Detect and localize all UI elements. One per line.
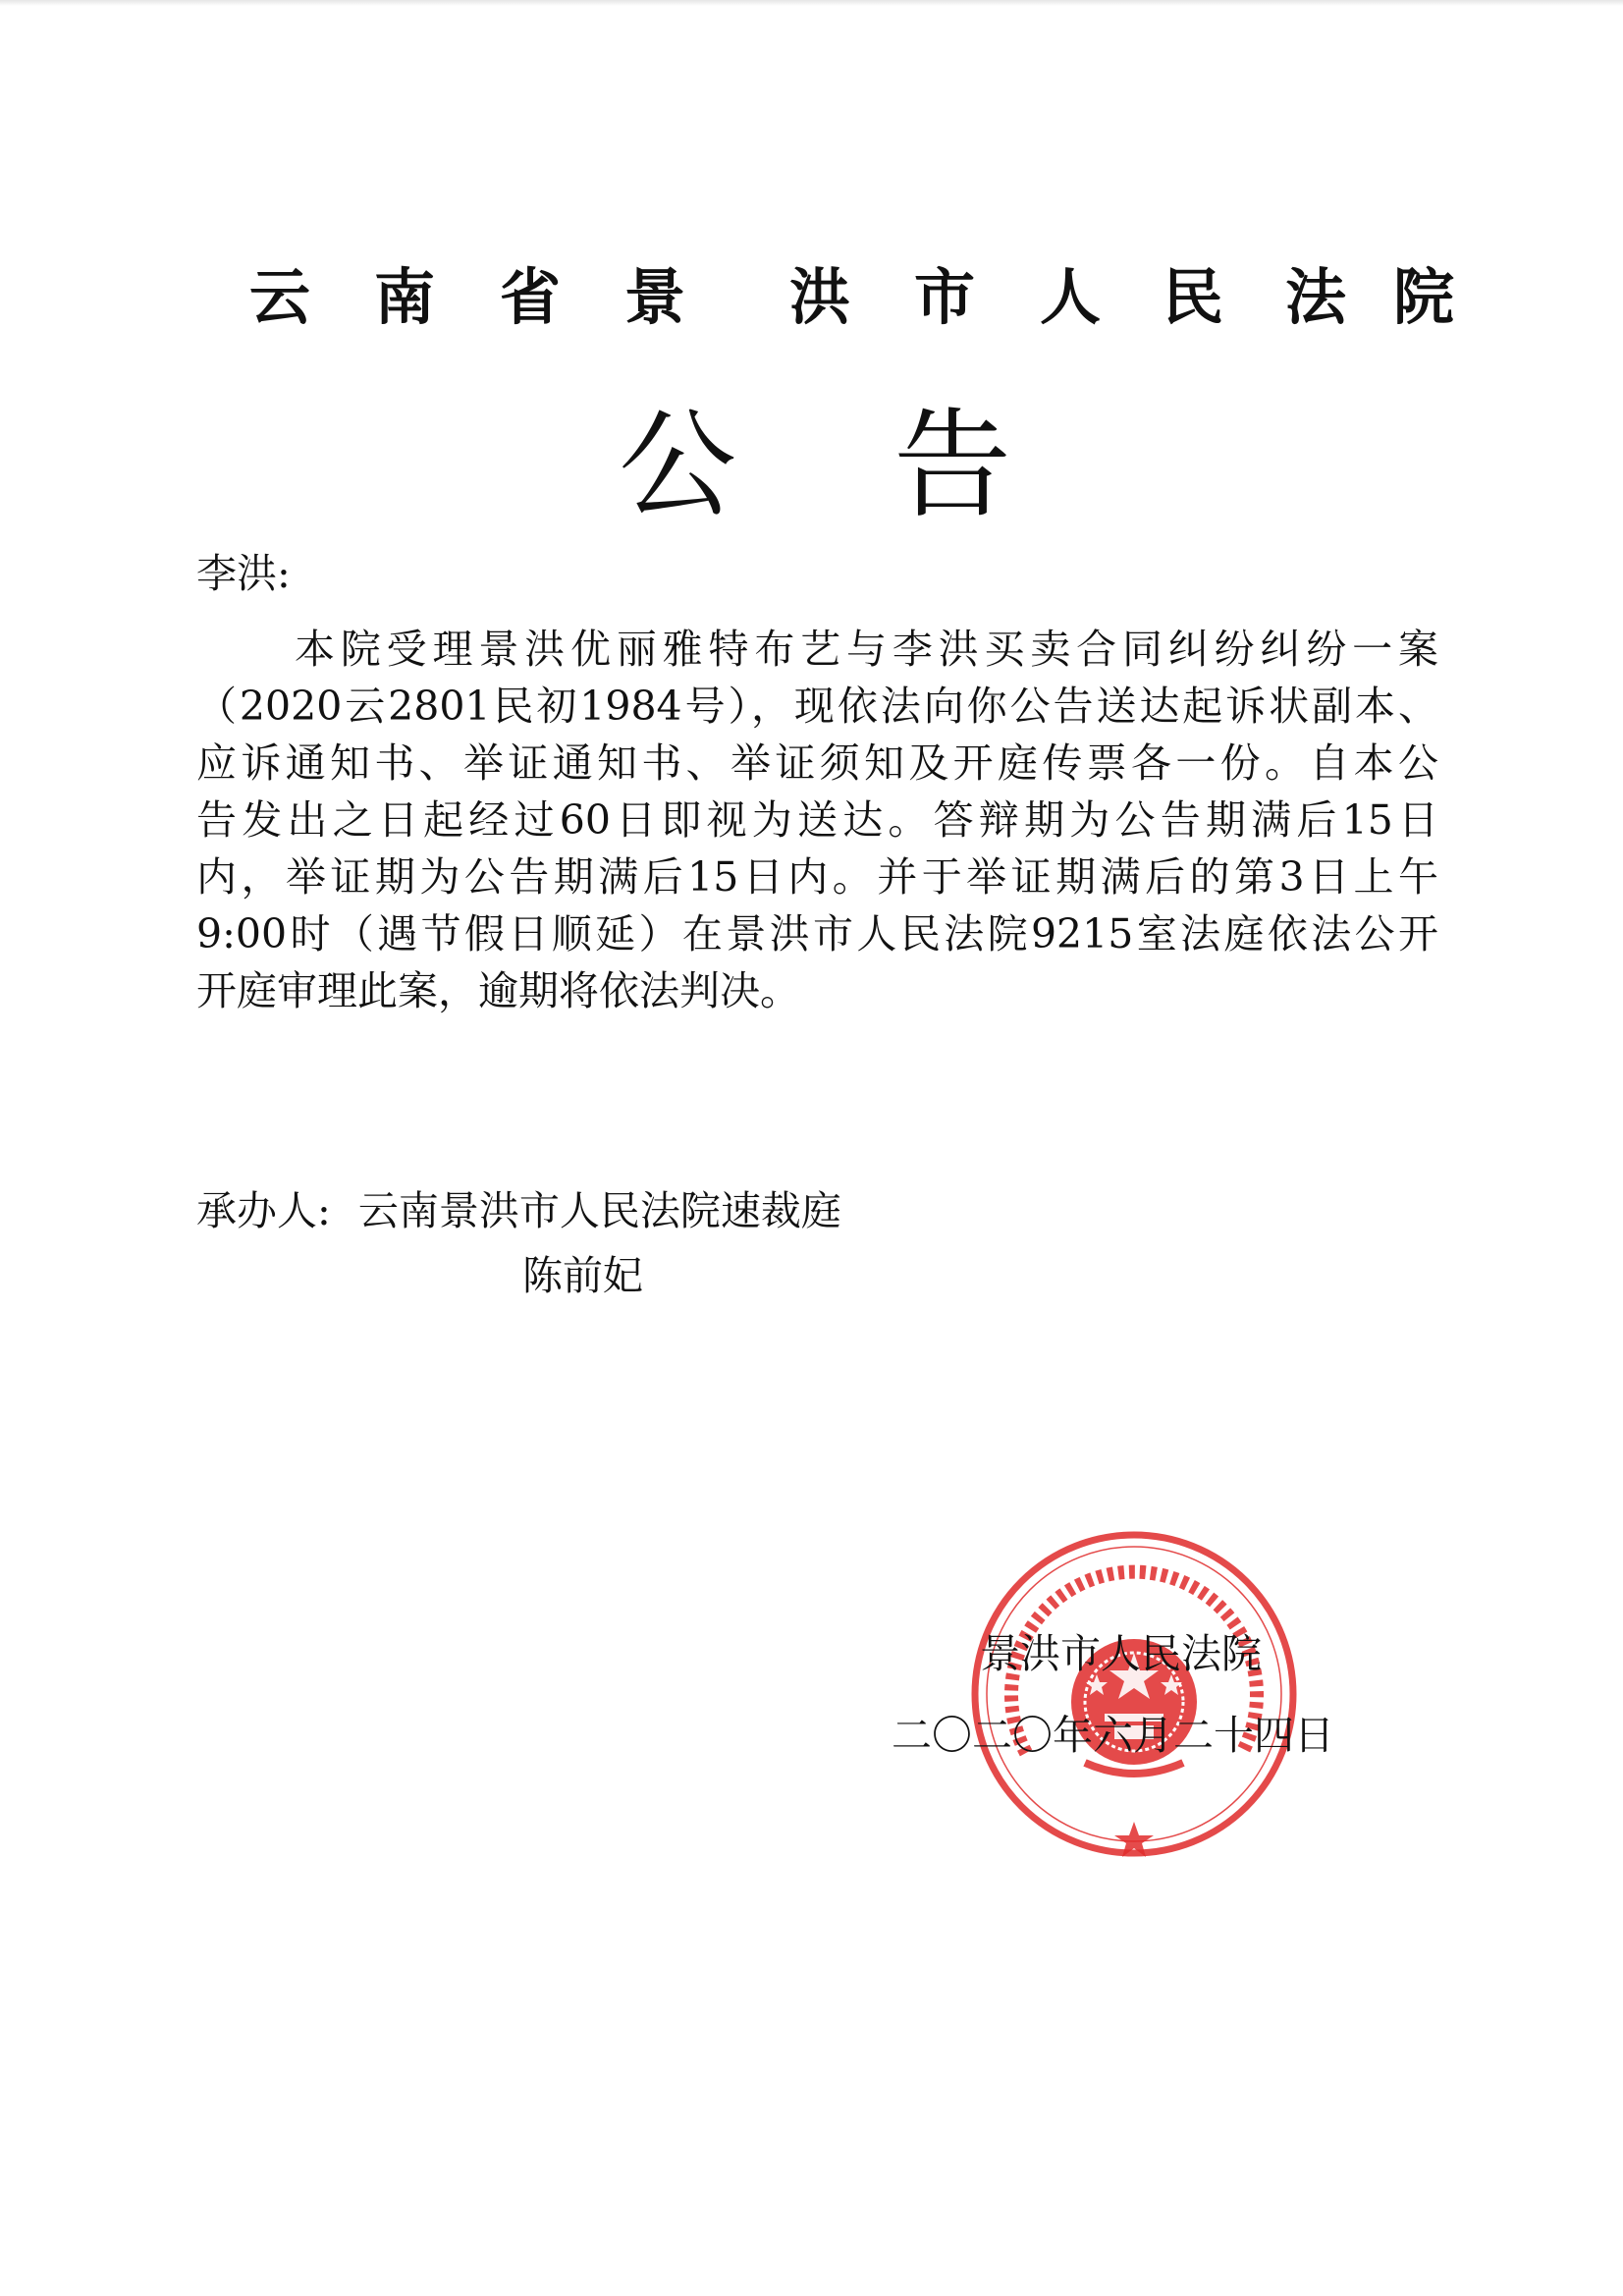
heading-char: 南 [373, 261, 435, 333]
heading-char: 人 [1039, 261, 1101, 333]
body-line: 应诉通知书、举证通知书、举证须知及开庭传票各一份。自本公 [196, 739, 1438, 787]
heading-char: 市 [913, 261, 975, 333]
heading-char: 院 [1392, 261, 1454, 333]
signature-court: 景洪市人民法院 [980, 1630, 1262, 1677]
addressee: 李洪: [196, 550, 291, 597]
handler-name: 陈前妃 [522, 1252, 643, 1299]
body-line: 本院受理景洪优丽雅特布艺与李洪买卖合同纠纷纠纷一案 [295, 626, 1438, 673]
handler-label: 承办人: [196, 1187, 331, 1234]
title-char: 告 [893, 398, 1011, 534]
handler-department: 云南景洪市人民法院速裁庭 [357, 1187, 841, 1234]
signature-date: 二〇二〇年六月二十四日 [892, 1712, 1334, 1759]
court-name-heading [0, 253, 1623, 342]
heading-char: 云 [248, 261, 310, 333]
body-line: 开庭审理此案，逾期将依法判决。 [196, 967, 800, 1014]
court-seal [967, 1527, 1301, 1861]
heading-char: 省 [499, 261, 561, 333]
title-char: 公 [619, 398, 736, 534]
body-line: （2020云2801民初1984号），现依法向你公告送达起诉状副本、 [196, 683, 1438, 730]
heading-char: 法 [1284, 261, 1346, 333]
heading-char: 景 [623, 261, 685, 333]
handler-line [196, 1182, 841, 1239]
heading-char: 洪 [788, 261, 850, 333]
notice-title [0, 398, 1623, 535]
body-line: 9:00时（遇节假日顺延）在景洪市人民法院9215室法庭依法公开 [196, 910, 1438, 957]
body-line: 内，举证期为公告期满后15日内。并于举证期满后的第3日上午 [196, 853, 1438, 901]
heading-char: 民 [1162, 261, 1223, 333]
scan-edge [0, 0, 1623, 6]
body-line: 告发出之日起经过60日即视为送达。答辩期为公告期满后15日 [196, 796, 1438, 844]
